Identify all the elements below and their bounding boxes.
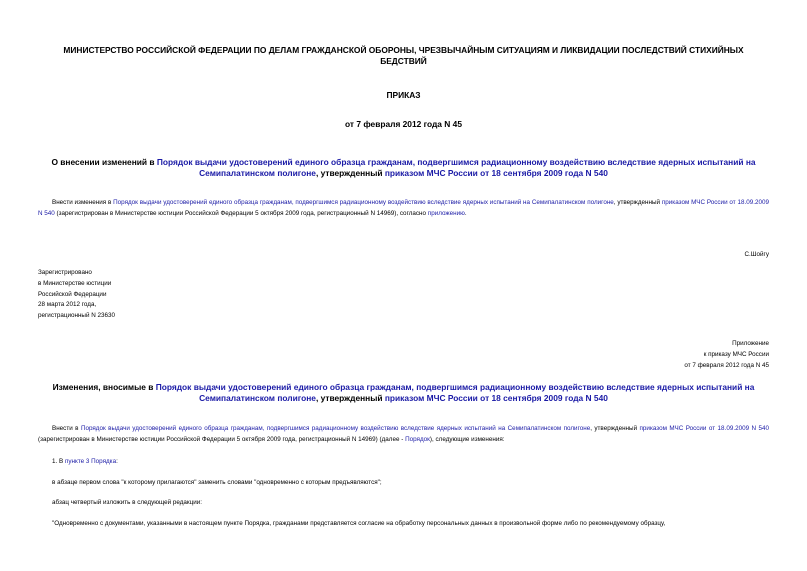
- p1-link-order[interactable]: приказом МЧС России от 18.09.2009 N 540: [38, 199, 769, 217]
- registration-line: Зарегистрировано: [38, 269, 92, 276]
- body-paragraph-2: [38, 423, 769, 445]
- heading2-link-procedure[interactable]: Порядок выдачи удостоверений единого образца гражданам, подвергшимся радиационному воздействию вследствие ядерных испытаний на Семипалатинском полигоне: [155, 382, 755, 403]
- p2-link-poryadok[interactable]: Порядок: [405, 436, 430, 443]
- heading2-prefix: Изменения, вносимые в: [52, 382, 156, 392]
- p1-link-procedure[interactable]: Порядок выдачи удостоверений единого образца гражданам, подвергшимся радиационному воздействию вследствие ядерных испытаний на Семипалатинском полигоне: [113, 199, 614, 206]
- registration-line: в Министерстве юстиции: [38, 279, 112, 287]
- heading2-middle: , утвержденный: [315, 393, 385, 403]
- heading-prefix: О внесении изменений в: [51, 157, 157, 167]
- body-paragraph-1: [38, 197, 769, 219]
- document-type: ПРИКАЗ: [386, 90, 421, 100]
- item-1: [52, 456, 769, 467]
- ministry-title-line2: БЕДСТВИЙ: [380, 56, 427, 66]
- item1-text-a: 1. В: [52, 458, 65, 465]
- appendix-line: к приказу МЧС России: [703, 350, 769, 358]
- p2-text-b: , утвержденный: [590, 425, 640, 432]
- p2-text-d: ), следующие изменения:: [429, 436, 505, 443]
- registration-line: регистрационный N 23630: [38, 312, 116, 320]
- appendix-line: Приложение: [732, 340, 769, 347]
- signature: С.Шойгу: [744, 251, 769, 258]
- ministry-title: [30, 45, 777, 67]
- p1-link-appendix[interactable]: приложению: [427, 210, 465, 217]
- ministry-title-line1: МИНИСТЕРСТВО РОССИЙСКОЙ ФЕДЕРАЦИИ ПО ДЕЛАМ ГРАЖДАНСКОЙ ОБОРОНЫ, ЧРЕЗВЫЧАЙНЫМ СИТУАЦИЯМ И ЛИКВИДАЦИИ ПОСЛЕДСТВИЙ СТИХИЙНЫХ: [63, 45, 744, 55]
- item1-link[interactable]: пункте 3 Порядка: [64, 458, 117, 465]
- registration-line: Российской Федерации: [38, 290, 107, 298]
- appendix-heading: [30, 382, 777, 404]
- amendment-line-2: абзац четвертый изложить в следующей редакции:: [52, 499, 203, 506]
- p2-text-c: (зарегистрирован в Министерстве юстиции Российской Федерации 5 октября 2009 года, регистрационный N 14969) (далее -: [38, 436, 406, 443]
- heading2-link-order[interactable]: приказом МЧС России от 18 сентября 2009 года N 540: [384, 393, 608, 403]
- appendix-line: от 7 февраля 2012 года N 45: [684, 361, 769, 369]
- heading-link-order[interactable]: приказом МЧС России от 18 сентября 2009 года N 540: [384, 168, 608, 178]
- amendment-line-1: в абзаце первом слова "к которому прилагаются" заменить словами "одновременно с которым предъявляются";: [52, 479, 382, 486]
- appendix-header: [560, 339, 769, 371]
- item1-text-b: :: [116, 458, 118, 465]
- p1-text-a: Внести изменения в: [52, 199, 114, 206]
- p2-link-order[interactable]: приказом МЧС России от 18.09.2009 N 540: [639, 425, 769, 432]
- p2-link-procedure[interactable]: Порядок выдачи удостоверений единого образца гражданам, подвергшимся радиационному воздействию вследствие ядерных испытаний на Семипалатинском полигоне: [80, 425, 591, 432]
- registration-block: [38, 268, 238, 322]
- heading-link-procedure[interactable]: Порядок выдачи удостоверений единого образца гражданам, подвергшимся радиационному воздействию вследствие ядерных испытаний на Семипалатинском полигоне: [156, 157, 756, 178]
- amendment-line-3: "Одновременно с документами, указанными в настоящем пункте Порядка, гражданами представляется согласие на обработку персональных данных в произвольной форме либо по рекомендуемому образцу,: [52, 520, 666, 527]
- p1-text-b: , утвержденный: [613, 199, 662, 206]
- document-heading: [30, 157, 777, 179]
- p2-text-a: Внести в: [52, 425, 81, 432]
- p1-text-d: .: [464, 210, 467, 217]
- document-date: от 7 февраля 2012 года N 45: [345, 119, 462, 129]
- p1-text-c: (зарегистрирован в Министерстве юстиции Российской Федерации 5 октября 2009 года, регистрационный N 14969), согласно: [54, 210, 428, 217]
- heading-middle: , утвержденный: [315, 168, 385, 178]
- registration-line: 28 марта 2012 года,: [38, 301, 97, 309]
